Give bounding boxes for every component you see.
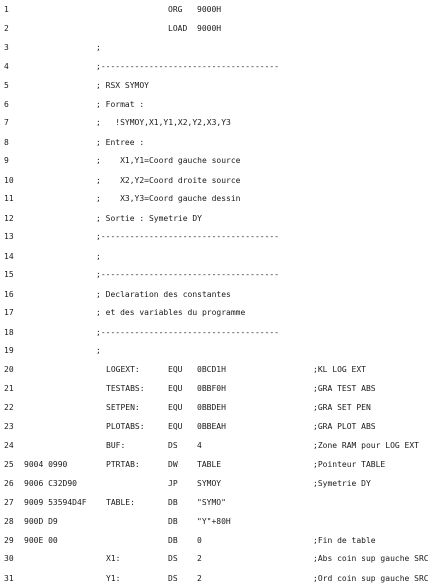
comment: ;Symetrie DY	[313, 479, 371, 488]
operand: 0BBEAH	[197, 422, 226, 431]
listing-line	[0, 478, 441, 490]
listing-line	[0, 459, 441, 471]
listing-line	[0, 269, 441, 281]
listing-line	[0, 402, 441, 414]
operand: TABLE	[197, 460, 222, 469]
listing-line	[0, 137, 441, 149]
comment: ;Pointeur TABLE	[313, 460, 386, 469]
line-number: 16	[4, 290, 14, 299]
listing-line	[0, 573, 441, 585]
opcode: DB	[168, 536, 178, 545]
opcode: EQU	[168, 365, 183, 374]
opcode: JP	[168, 479, 178, 488]
listing-line	[0, 364, 441, 376]
label: SETPEN:	[106, 403, 140, 412]
listing-line	[0, 213, 441, 225]
line-number: 23	[4, 422, 14, 431]
listing-line	[0, 535, 441, 547]
line-number: 27	[4, 498, 14, 507]
address-hex: 9009 53594D4F	[24, 498, 87, 507]
line-number: 14	[4, 252, 14, 261]
opcode: DB	[168, 517, 178, 526]
listing-line	[0, 231, 441, 243]
listing-line	[0, 345, 441, 357]
listing-line	[0, 289, 441, 301]
listing-line	[0, 383, 441, 395]
operand: 0	[197, 536, 202, 545]
opcode: EQU	[168, 422, 183, 431]
source-text: ; et des variables du programme	[96, 308, 246, 317]
listing-line	[0, 4, 441, 16]
source-text: ;	[96, 346, 101, 355]
comment: ;Abs coin sup gauche SRC	[313, 554, 429, 563]
source-text: ; RSX SYMOY	[96, 81, 149, 90]
source-text: ;-------------------------------------	[96, 62, 280, 71]
source-text: ; !SYMOY,X1,Y1,X2,Y2,X3,Y3	[96, 118, 231, 127]
source-text: ; X1,Y1=Coord gauche source	[96, 156, 241, 165]
line-number: 5	[4, 81, 9, 90]
opcode: DW	[168, 460, 178, 469]
line-number: 9	[4, 156, 9, 165]
line-number: 7	[4, 118, 9, 127]
line-number: 15	[4, 270, 14, 279]
operand: 0BBF0H	[197, 384, 226, 393]
line-number: 11	[4, 194, 14, 203]
label: LOGEXT:	[106, 365, 140, 374]
comment: ;Zone RAM pour LOG EXT	[313, 441, 419, 450]
line-number: 8	[4, 138, 9, 147]
comment: ;GRA SET PEN	[313, 403, 371, 412]
line-number: 26	[4, 479, 14, 488]
listing-line	[0, 23, 441, 35]
source-text: ;-------------------------------------	[96, 328, 280, 337]
opcode: EQU	[168, 403, 183, 412]
line-number: 31	[4, 574, 14, 583]
comment: ;Ord coin sup gauche SRC	[313, 574, 429, 583]
line-number: 20	[4, 365, 14, 374]
label: PLOTABS:	[106, 422, 145, 431]
listing-line	[0, 117, 441, 129]
line-number: 24	[4, 441, 14, 450]
address-hex: 9006 C32D90	[24, 479, 77, 488]
address-hex: 9004 0990	[24, 460, 68, 469]
listing-line	[0, 61, 441, 73]
line-number: 30	[4, 554, 14, 563]
label: TESTABS:	[106, 384, 145, 393]
line-number: 13	[4, 232, 14, 241]
source-text: ;-------------------------------------	[96, 232, 280, 241]
line-number: 28	[4, 517, 14, 526]
operand: 0BCD1H	[197, 365, 226, 374]
line-number: 25	[4, 460, 14, 469]
line-number: 3	[4, 43, 9, 52]
listing-line	[0, 80, 441, 92]
comment: ;KL LOG EXT	[313, 365, 366, 374]
source-text: ; Entree :	[96, 138, 145, 147]
address-hex: 900D D9	[24, 517, 58, 526]
listing-line	[0, 193, 441, 205]
opcode: LOAD	[168, 24, 188, 33]
opcode: DS	[168, 441, 178, 450]
line-number: 19	[4, 346, 14, 355]
listing-line	[0, 421, 441, 433]
operand: 0BBDEH	[197, 403, 226, 412]
source-text: ;-------------------------------------	[96, 270, 280, 279]
comment: ;GRA TEST ABS	[313, 384, 376, 393]
line-number: 6	[4, 100, 9, 109]
source-text: ; X2,Y2=Coord droite source	[96, 176, 241, 185]
listing-line	[0, 251, 441, 263]
listing-line	[0, 553, 441, 565]
operand: "Y"+80H	[197, 517, 231, 526]
source-text: ; Format :	[96, 100, 145, 109]
source-text: ; Sortie : Symetrie DY	[96, 214, 202, 223]
listing-line	[0, 42, 441, 54]
source-text: ;	[96, 252, 101, 261]
label: X1:	[106, 554, 121, 563]
label: BUF:	[106, 441, 126, 450]
listing-line	[0, 516, 441, 528]
line-number: 18	[4, 328, 14, 337]
line-number: 2	[4, 24, 9, 33]
line-number: 12	[4, 214, 14, 223]
opcode: DS	[168, 574, 178, 583]
opcode: DS	[168, 554, 178, 563]
opcode: DB	[168, 498, 178, 507]
operand: "SYMO"	[197, 498, 226, 507]
opcode: ORG	[168, 5, 183, 14]
listing-line	[0, 155, 441, 167]
line-number: 29	[4, 536, 14, 545]
line-number: 22	[4, 403, 14, 412]
source-text: ;	[96, 43, 101, 52]
source-text: ; Declaration des constantes	[96, 290, 231, 299]
listing-line	[0, 327, 441, 339]
listing-line	[0, 440, 441, 452]
listing-line	[0, 99, 441, 111]
operand: 9000H	[197, 24, 222, 33]
operand: 2	[197, 554, 202, 563]
label: Y1:	[106, 574, 121, 583]
line-number: 4	[4, 62, 9, 71]
line-number: 10	[4, 176, 14, 185]
address-hex: 900E 00	[24, 536, 58, 545]
operand: 2	[197, 574, 202, 583]
listing-line	[0, 497, 441, 509]
line-number: 17	[4, 308, 14, 317]
operand: SYMOY	[197, 479, 222, 488]
comment: ;GRA PLOT ABS	[313, 422, 376, 431]
label: TABLE:	[106, 498, 135, 507]
listing-line	[0, 307, 441, 319]
source-text: ; X3,Y3=Coord gauche dessin	[96, 194, 241, 203]
line-number: 21	[4, 384, 14, 393]
operand: 9000H	[197, 5, 222, 14]
listing-line	[0, 175, 441, 187]
label: PTRTAB:	[106, 460, 140, 469]
operand: 4	[197, 441, 202, 450]
comment: ;Fin de table	[313, 536, 376, 545]
line-number: 1	[4, 5, 9, 14]
opcode: EQU	[168, 384, 183, 393]
